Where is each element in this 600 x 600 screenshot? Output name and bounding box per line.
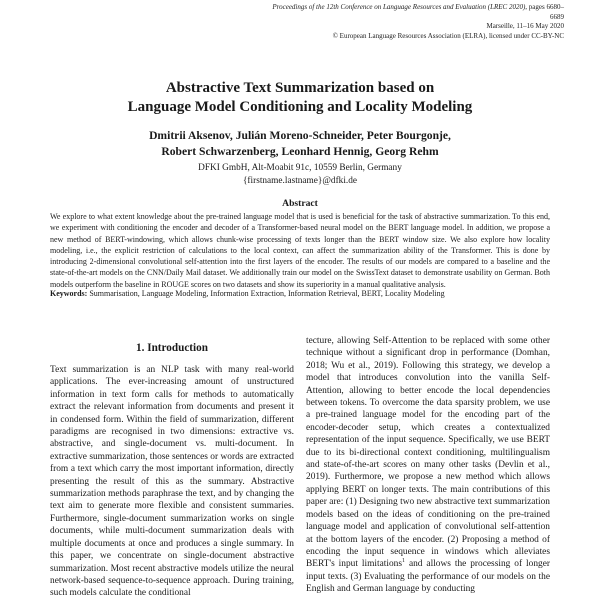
title-line-2: Language Model Conditioning and Locality Modeling [127, 98, 473, 115]
affiliation-address: DFKI GmbH, Alt-Moabit 91c, 10559 Berlin, Germany [198, 163, 402, 173]
keywords-label: Keywords: [50, 289, 88, 298]
proceedings-pages: , pages 6680–6689 [525, 3, 564, 21]
intro-left-column: Text summarization is an NLP task with many real-world applications. The ever-increasing amount of unstructured information in text form calls for methods to automatically extract the relevant information from documents and present it in condensed form. Within the field of summarization, different paradigms are recognised in two dimensions: extractive vs. abstractive, and single-document vs. multi-document. In extractive summarization, those sentences or words are extracted from a text which carry the most important information, directly presenting the result of this as the summary. Abstractive summarization methods paraphrase the text, and by changing the text aim to generate more flexible and consistent summaries. Furthermore, single-document summarization works on single documents, while multi-document summarization deals with multiple documents at once and produces a single summary. In this paper, we concentrate on single-document abstractive summarization. Most recent abstractive models utilize the neural network-based sequence-to-sequence approach. During training, such models calculate the conditional [50, 365, 294, 599]
intro-right-text-b: and allows the processing of longer input texts. (3) Evaluating the performance of our models on the English and German language by conducting [306, 559, 550, 595]
footnote-marker[interactable]: 1 [402, 558, 405, 565]
title-line-1: Abstractive Text Summarization based on [165, 80, 435, 96]
authors-line-1: Dmitrii Aksenov, Julián Moreno-Schneider, Peter Bourgonje, [149, 129, 451, 142]
copyright-line: © European Language Resources Association (ELRA), licensed under CC-BY-NC [332, 31, 564, 40]
authors-line-2: Robert Schwarzenberg, Leonhard Hennig, Georg Rehm [161, 145, 439, 158]
section-heading-introduction: 1. Introduction [136, 342, 208, 354]
intro-right-text-a: tecture, allowing Self-Attention to be replaced with some other technique without a significant drop in performance (Domhan, 2018; Wu et al., 2019). Following this strategy, we develop a model that introduces convolution into the vanilla Self-Attention, allowing to better encode the local dependencies between tokens. To overcome the data sparsity problem, we use a pre-trained language model for the encoding part of the encoder-decoder setup, which creates a contextualized representation of the input sequence. Specifically, we use BERT due to its bi-directional context conditioning, multilingualism and state-of-the-art scores on many other tasks (Devlin et al., 2019). Furthermore, we propose a new method which allows applying BERT on longer texts. The main contributions of this paper are: (1) Designing two new abstractive text summarization models based on the ideas of conditioning on the pre-trained language model and application of convolutional self-attention at the bottom layers of the encoder. (2) Proposing a method of encoding the input sequence in windows which alleviates BERT's input limitations [306, 336, 550, 570]
conference-location-date: Marseille, 11–16 May 2020 [486, 22, 564, 31]
proceedings-header [264, 3, 564, 41]
affiliation-email: {firstname.lastname}@dfki.de [242, 176, 358, 186]
intro-right-column [306, 335, 550, 600]
affiliation [0, 162, 600, 188]
paper-title [0, 79, 600, 116]
keywords-list: Summarisation, Language Modeling, Information Extraction, Information Retrieval, BERT, Locality Modeling [87, 289, 445, 298]
keywords [50, 288, 550, 299]
abstract-text: We explore to what extent knowledge about the pre-trained language model that is used is beneficial for the task of abstractive summarization. To this end, we experiment with conditioning the encoder and decoder of a Transformer-based neural model on the BERT language model. In addition, we propose a new method of BERT-windowing, which allows chunk-wise processing of texts longer than the BERT window size. We also explore how locality modeling, i.e., the explicit restriction of calculations to the local context, can affect the summarization ability of the Transformer. This is done by introducing 2-dimensional convolutional self-attention into the first layers of the encoder. The results of our models are compared to a baseline and the state-of-the-art models on the CNN/Daily Mail dataset. We additionally train our model on the SwissText dataset to demonstrate usability on German. Both models outperform the baseline in ROUGE scores on two datasets and show its superiority in a manual qualitative analysis. [50, 212, 550, 289]
proceedings-name: Proceedings of the 12th Conference on Language Resources and Evaluation (LREC 2020) [272, 3, 526, 11]
abstract-heading: Abstract [282, 198, 318, 209]
author-list [0, 128, 600, 160]
